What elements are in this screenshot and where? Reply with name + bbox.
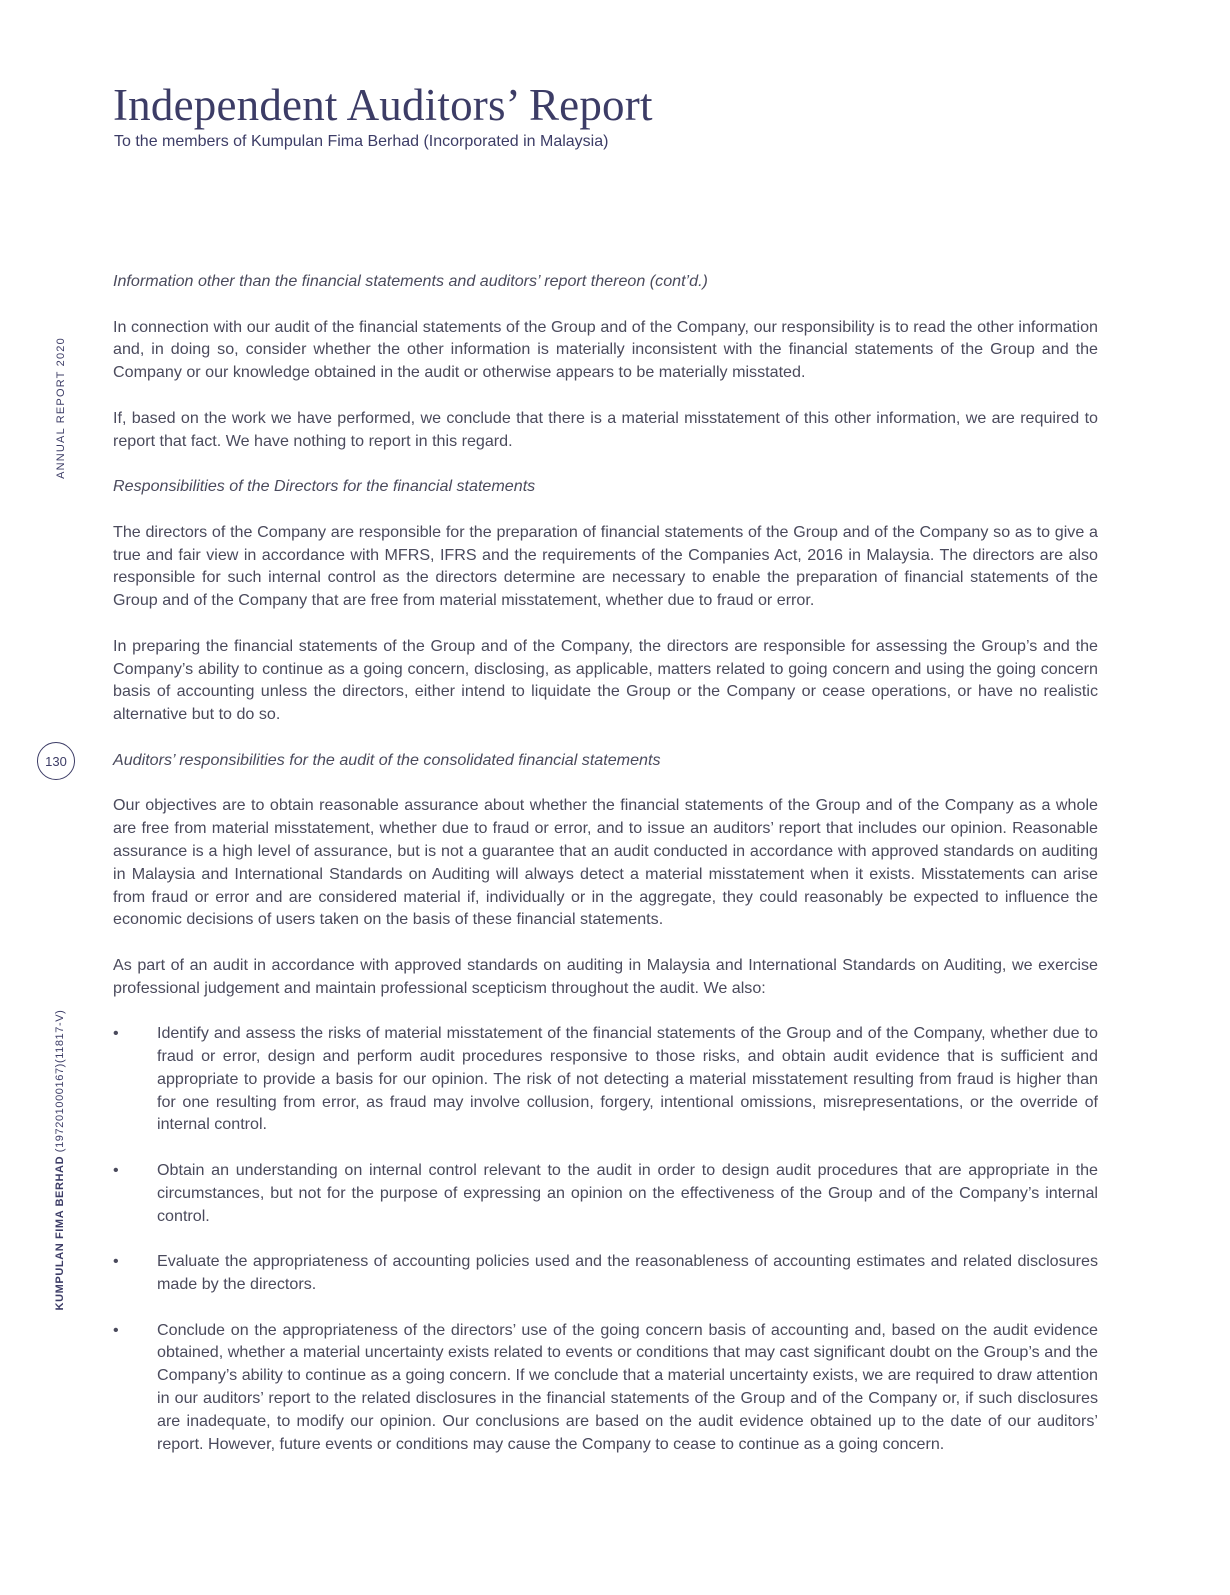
list-item-text: Conclude on the appropriateness of the directors’ use of the going concern basis of accounting and, based on the audit evidence obtained, whether a material uncertainty exists related to events or conditions that may cast significant doubt on the Group’s and the Company’s ability to continue as a going concern. If we conclude that a material uncertainty exists, we are required to draw attention in our auditors’ report to the related disclosures in the financial statements of the Group and of the Company or, if such disclosures are inadequate, to modify our opinion. Our conclusions are based on the audit evidence obtained up to the date of our auditors’ report. However, future events or conditions may cause the Company to cease to continue as a going concern.	[157, 1320, 1098, 1453]
bullet-icon: •	[113, 1024, 119, 1043]
company-name: KUMPULAN FIMA BERHAD	[54, 1155, 66, 1311]
list-item-text: Identify and assess the risks of material misstatement of the financial statements of the Group and of the Company, whether due to fraud or error, design and perform audit procedures responsive to those risks, and obtain audit evidence that is sufficient and appropriate to provide a basis for our opinion. The risk of not detecting a material misstatement resulting from fraud is higher than for one resulting from error, as fraud may involve collusion, forgery, intentional omissions, misrepresentations, or the override of internal control.	[157, 1024, 1098, 1134]
bullet-icon: •	[113, 1320, 119, 1339]
paragraph: Our objectives are to obtain reasonable assurance about whether the financial statements of the Group and of the Company as a whole are free from material misstatement, whether due to fraud or error, and to issue an auditors’ report that includes our opinion. Reasonable assurance is a high level of assurance, but is not a guarantee that an audit conducted in accordance with approved standards on auditing in Malaysia and International Standards on Auditing will always detect a material misstatement when it exists. Misstatements can arise from fraud or error and are considered material if, individually or in the aggregate, they could reasonably be expected to influence the economic decisions of users taken on the basis of these financial statements.	[113, 796, 1098, 929]
list-item	[113, 1319, 1098, 1456]
page-number: 130	[37, 742, 75, 780]
list-item-text: Evaluate the appropriateness of accounting policies used and the reasonableness of accounting estimates and related disclosures made by the directors.	[157, 1252, 1098, 1294]
company-side-label	[54, 1010, 66, 1311]
bullet-list	[113, 1022, 1098, 1455]
list-item	[113, 1250, 1098, 1296]
list-item	[113, 1159, 1098, 1227]
paragraph: The directors of the Company are responsible for the preparation of financial statements of the Group and of the Company so as to give a true and fair view in accordance with MFRS, IFRS and the requirements of the Companies Act, 2016 in Malaysia. The directors are also responsible for such internal control as the directors determine are necessary to enable the preparation of financial statements of the Group and of the Company that are free from material misstatement, whether due to fraud or error.	[113, 522, 1098, 610]
paragraph: In preparing the financial statements of the Group and of the Company, the directors are responsible for assessing the Group’s and the Company’s ability to continue as a going concern, disclosing, as applicable, matters related to going concern and using the going concern basis of accounting unless the directors, either intend to liquidate the Group or the Company or cease operations, or have no realistic alternative but to do so.	[113, 636, 1098, 724]
section-heading: Information other than the financial statements and auditors’ report thereon (cont’d.)	[113, 272, 708, 290]
paragraph: If, based on the work we have performed, we conclude that there is a material misstatement of this other information, we are required to report that fact. We have nothing to report in this regard.	[113, 408, 1098, 450]
section-heading: Auditors’ responsibilities for the audit of the consolidated financial statements	[113, 750, 661, 769]
company-registration: (197201000167)(11817-V)	[54, 1009, 66, 1153]
page-subtitle: To the members of Kumpulan Fima Berhad (Incorporated in Malaysia)	[114, 133, 609, 150]
paragraph: In connection with our audit of the financial statements of the Group and of the Company, our responsibility is to read the other information and, in doing so, consider whether the other information is materially inconsistent with the financial statements of the Group and the Company or our knowledge obtained in the audit or otherwise appears to be materially misstated.	[113, 317, 1098, 382]
annual-report-label: ANNUAL REPORT 2020	[55, 337, 67, 479]
bullet-icon: •	[113, 1161, 119, 1180]
page-title: Independent Auditors’ Report	[113, 80, 653, 130]
list-item-text: Obtain an understanding on internal control relevant to the audit in order to design audit procedures that are appropriate in the circumstances, but not for the purpose of expressing an opinion on the effectiveness of the Group and of the Company’s internal control.	[157, 1161, 1098, 1225]
bullet-icon: •	[113, 1252, 119, 1271]
section-heading: Responsibilities of the Directors for the financial statements	[113, 477, 536, 496]
list-item	[113, 1022, 1098, 1136]
paragraph: As part of an audit in accordance with approved standards on auditing in Malaysia and International Standards on Auditing, we exercise professional judgement and maintain professional scepticism throughout the audit. We also:	[113, 955, 1098, 997]
report-body	[113, 270, 1098, 1478]
